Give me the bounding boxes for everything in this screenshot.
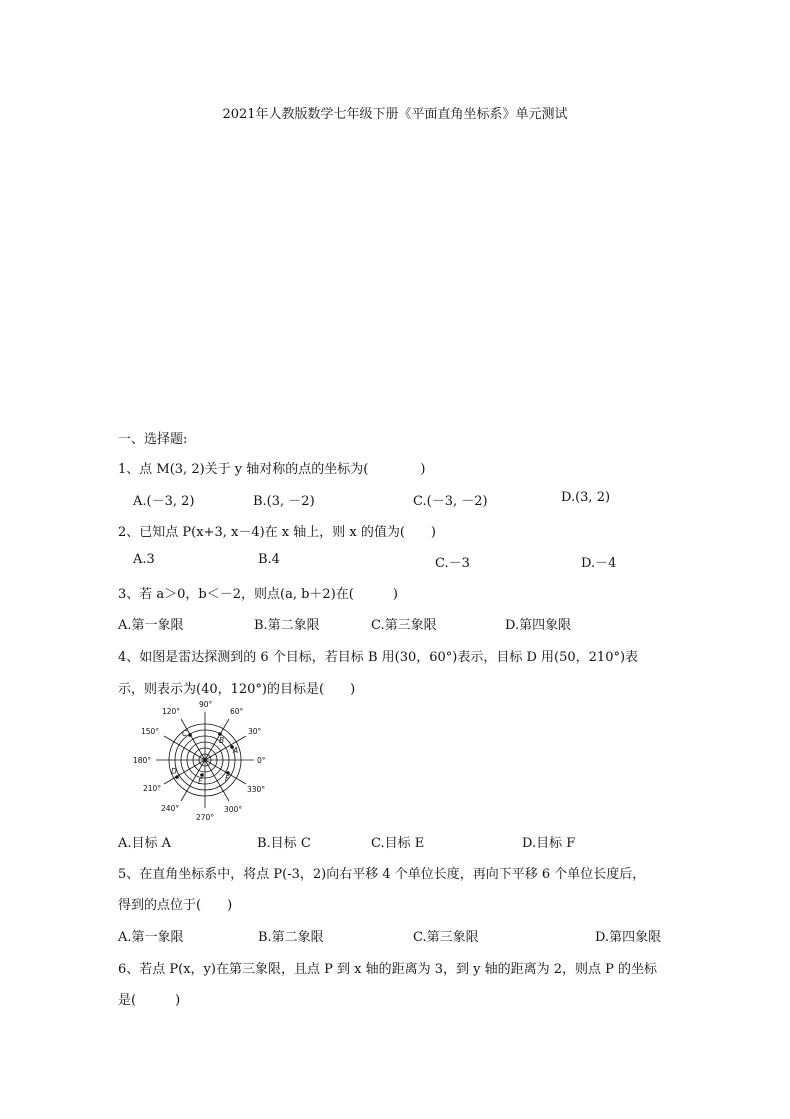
angle-label-210: 210° [143, 784, 162, 793]
question-5-stem-line-1: 5、在直角坐标系中，将点 P(-3，2)向右平移 4 个单位长度，再向下平移 6 个单位长度后， [118, 867, 646, 882]
angle-label-90: 90° [199, 700, 213, 709]
target-a-label: A [233, 746, 239, 755]
target-c-label: C [182, 729, 188, 738]
radar-diagram [126, 700, 274, 824]
question-2-option-a: A.3 [133, 552, 155, 567]
angle-label-120: 120° [162, 707, 181, 716]
question-1-option-b: B.(3, －2) [253, 494, 315, 509]
question-3-option-b: B.第二象限 [254, 618, 320, 633]
question-5-stem-line-2: 得到的点位于( ) [118, 898, 233, 913]
target-d-label: D [171, 767, 177, 776]
target-e-label: E [198, 777, 203, 786]
target-c-point [188, 733, 192, 737]
question-2-option-b: B.4 [258, 552, 280, 567]
question-1-stem: 1、点 M(3, 2)关于 y 轴对称的点的坐标为( ) [118, 462, 426, 477]
angle-label-300: 300° [224, 805, 243, 814]
target-b-label: B [219, 736, 225, 745]
angle-label-240: 240° [161, 804, 180, 813]
question-4-option-d: D.目标 F [522, 836, 576, 851]
question-4-option-b: B.目标 C [257, 836, 311, 851]
question-6-stem-line-2: 是( ) [118, 993, 181, 1008]
page-title: 2021年人教版数学七年级下册《平面直角坐标系》单元测试 [222, 107, 568, 122]
question-4-option-c: C.目标 E [371, 836, 425, 851]
question-3-option-d: D.第四象限 [505, 618, 572, 633]
question-3-option-a: A.第一象限 [118, 618, 184, 633]
section-heading: 一、选择题: [118, 432, 188, 447]
angle-label-30: 30° [248, 727, 262, 736]
angle-label-150: 150° [141, 727, 160, 736]
question-3-option-c: C.第三象限 [371, 618, 437, 633]
question-4-option-a: A.目标 A [118, 836, 172, 851]
question-1-option-c: C.(－3, －2) [413, 494, 488, 509]
question-1-option-d: D.(3, 2) [561, 490, 611, 505]
angle-label-180: 180° [133, 756, 152, 765]
question-6-stem-line-1: 6、若点 P(x，y)在第三象限，且点 P 到 x 轴的距离为 3，到 y 轴的距离为 2，则点 P 的坐标 [118, 962, 658, 977]
question-4-stem-line-1: 4、如图是雷达探测到的 6 个目标，若目标 B 用(30，60°)表示，目标 D 用(50，210°)表 [118, 650, 639, 665]
question-2-option-d: D.－4 [581, 556, 617, 571]
question-5-option-c: C.第三象限 [413, 930, 479, 945]
target-f-label: F [225, 774, 230, 783]
question-1-option-a: A.(－3, 2) [133, 494, 195, 509]
question-2-stem: 2、已知点 P(x+3, x－4)在 x 轴上，则 x 的值为( ) [118, 525, 436, 540]
question-3-stem: 3、若 a＞0，b＜－2，则点(a, b＋2)在( ) [118, 587, 398, 602]
angle-label-0: 0° [257, 756, 266, 765]
question-5-option-d: D.第四象限 [595, 930, 662, 945]
angle-label-330: 330° [247, 785, 266, 794]
question-4-stem-line-2: 示，则表示为(40，120°)的目标是( ) [118, 682, 356, 697]
angle-label-60: 60° [230, 707, 244, 716]
question-5-option-a: A.第一象限 [118, 930, 184, 945]
angle-label-270: 270° [196, 813, 215, 822]
question-2-option-c: C.－3 [435, 556, 470, 571]
question-5-option-b: B.第二象限 [258, 930, 324, 945]
